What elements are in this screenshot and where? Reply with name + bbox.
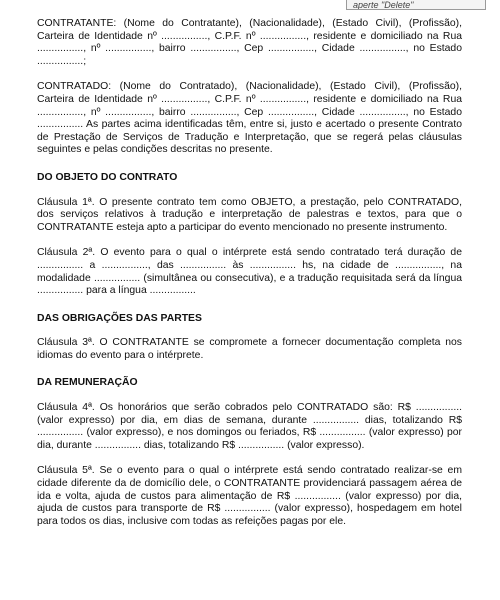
contratante-paragraph: CONTRATANTE: (Nome do Contratante), (Nacionalidade), (Estado Civil), (Profissão), Carteira de Identidade nº ................, C.P.F. nº ................, residente e domiciliado na Rua ................, nº ................, bairro ................, Cep ................, Cidade ................, no Estado ................; [37,18,462,67]
section-heading-remuneracao: DA REMUNERAÇÃO [37,377,138,389]
section-heading-obrigacoes: DAS OBRIGAÇÕES DAS PARTES [37,312,202,324]
clause-3: Cláusula 3ª. O CONTRATANTE se compromete a fornecer documentação completa nos idiomas do evento para o intérprete. [37,337,462,361]
clause-4: Cláusula 4ª. Os honorários que serão cobrados pelo CONTRATADO são: R$ ................ (valor expresso) por dia, em dias de semana, durante ................ dias, totalizando R$ ................ (valor expresso), e nos domingos ou feriados, R$ ................ (valor expresso) por dia, durante ................ dias, totalizando R$ ................ (valor expresso). [37,402,462,451]
contract-document [37,18,462,528]
clause-2: Cláusula 2ª. O evento para o qual o intérprete está sendo contratado terá duração de ................ a ................, das ................ às ................ hs, na cidade de ................, na modalidade ................ (simultânea ou consecutiva), e a tradução requisitada será da língua ................ para a língua ................ [37,247,462,297]
delete-hint-text: aperte "Delete" [353,0,414,10]
clause-5: Cláusula 5ª. Se o evento para o qual o intérprete está sendo contratado realizar-se em cidade diferente da de domicílio dele, o CONTRATANTE providenciará passagem aérea de ida e volta, ajuda de custos para alimentação de R$ ................ (valor expresso) por dia, ajuda de custos para transporte de R$ ................ (valor expresso), hospedagem em hotel para todos os dias, inclusive com todas as refeições pagas por ele. [37,465,462,527]
contratado-paragraph: CONTRATADO: (Nome do Contratado), (Nacionalidade), (Estado Civil), (Profissão), Carteira de Identidade nº ................, C.P.F. nº ................, residente e domiciliado na Rua ................, nº ................, bairro ................, Cep ................, Cidade ................, no Estado ................ As partes acima identificadas têm, entre si, justo e acertado o presente Contrato de Prestação de Serviços de Tradução e Interpretação, que se regerá pelas cláusulas seguintes e pelas condições descritas no presente. [37,81,462,156]
clause-1: Cláusula 1ª. O presente contrato tem como OBJETO, a prestação, pelo CONTRATADO, dos serviços relativos à tradução e interpretação de palestras e textos, para que o CONTRATANTE esteja apto a participar do evento mencionado no presente instrumento. [37,196,462,233]
delete-hint-popup [346,0,486,10]
section-heading-objeto: DO OBJETO DO CONTRATO [37,171,178,183]
